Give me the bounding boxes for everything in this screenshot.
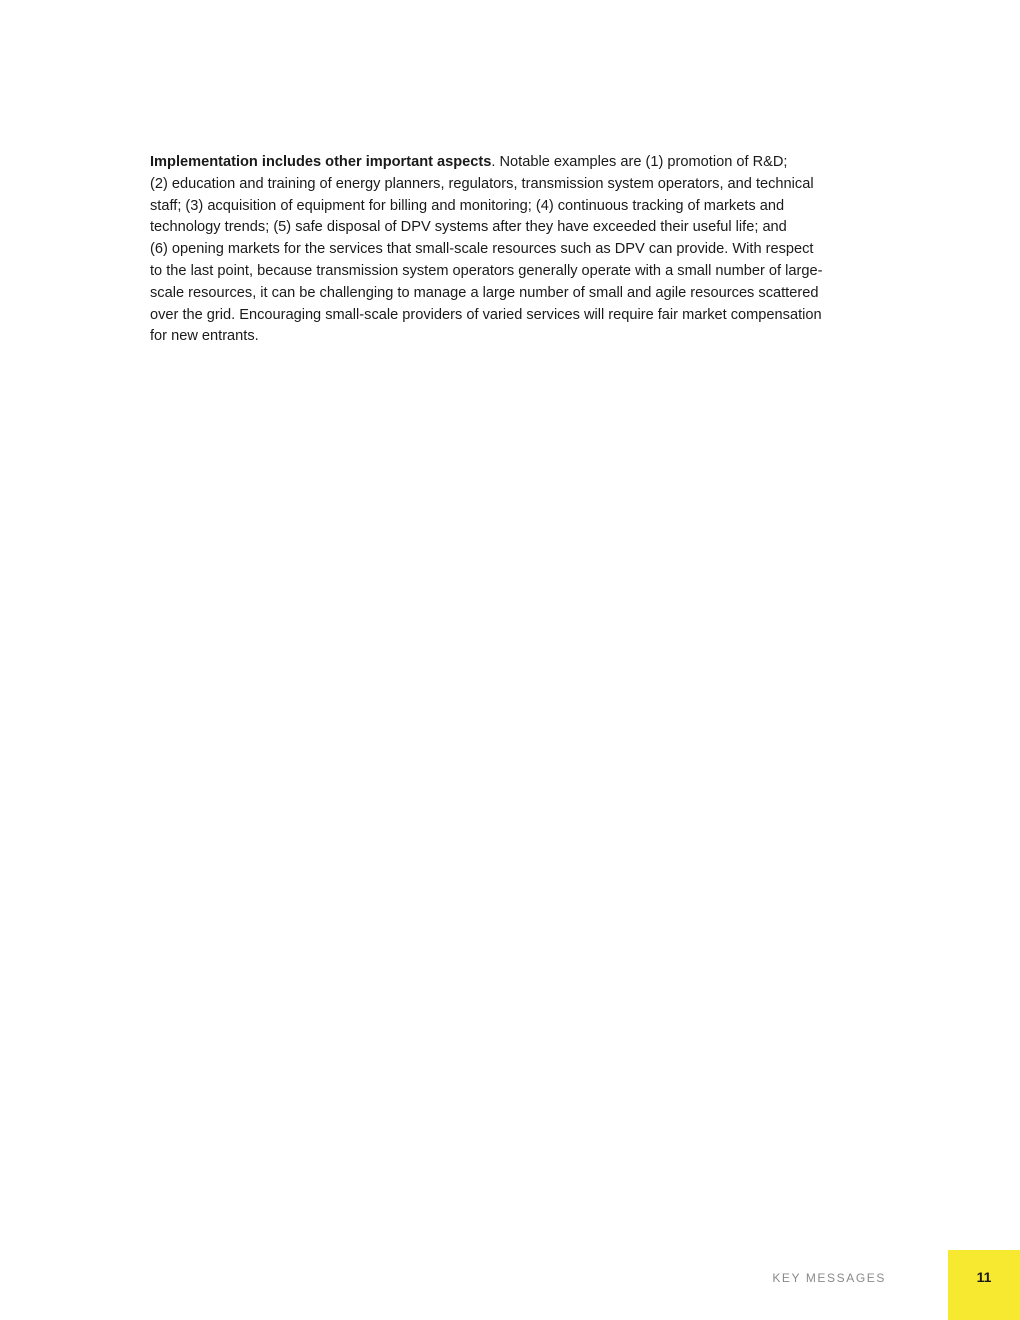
paragraph-line-1 — [150, 152, 876, 174]
paragraph-line-4: technology trends; (5) safe disposal of DPV systems after they have exceeded their useful life; and — [150, 219, 787, 236]
lead-bold-phrase: Implementation includes other important aspects — [150, 154, 492, 170]
paragraph-line-6: to the last point, because transmission system operators generally operate with a small number of large- — [150, 262, 823, 279]
paragraph-line-5: (6) opening markets for the services that small-scale resources such as DPV can provide. With respect — [150, 241, 814, 258]
paragraph-line-2: (2) education and training of energy planners, regulators, transmission system operators, and technical — [150, 175, 814, 192]
paragraph-line-7: scale resources, it can be challenging to manage a large number of small and agile resources scattered — [150, 284, 819, 301]
paragraph-line-8: over the grid. Encouraging small-scale providers of varied services will require fair market compensation — [150, 306, 822, 323]
page-number-tab — [948, 1250, 1020, 1320]
paragraph-line-3: staff; (3) acquisition of equipment for billing and monitoring; (4) continuous tracking of markets and — [150, 197, 785, 214]
page-number: 11 — [976, 1269, 992, 1285]
body-paragraph — [150, 152, 876, 348]
paragraph-line-9: for new entrants. — [150, 328, 259, 345]
footer-section-label: KEY MESSAGES — [772, 1271, 886, 1285]
line-1-text: . Notable examples are (1) promotion of R&D; — [491, 154, 788, 170]
